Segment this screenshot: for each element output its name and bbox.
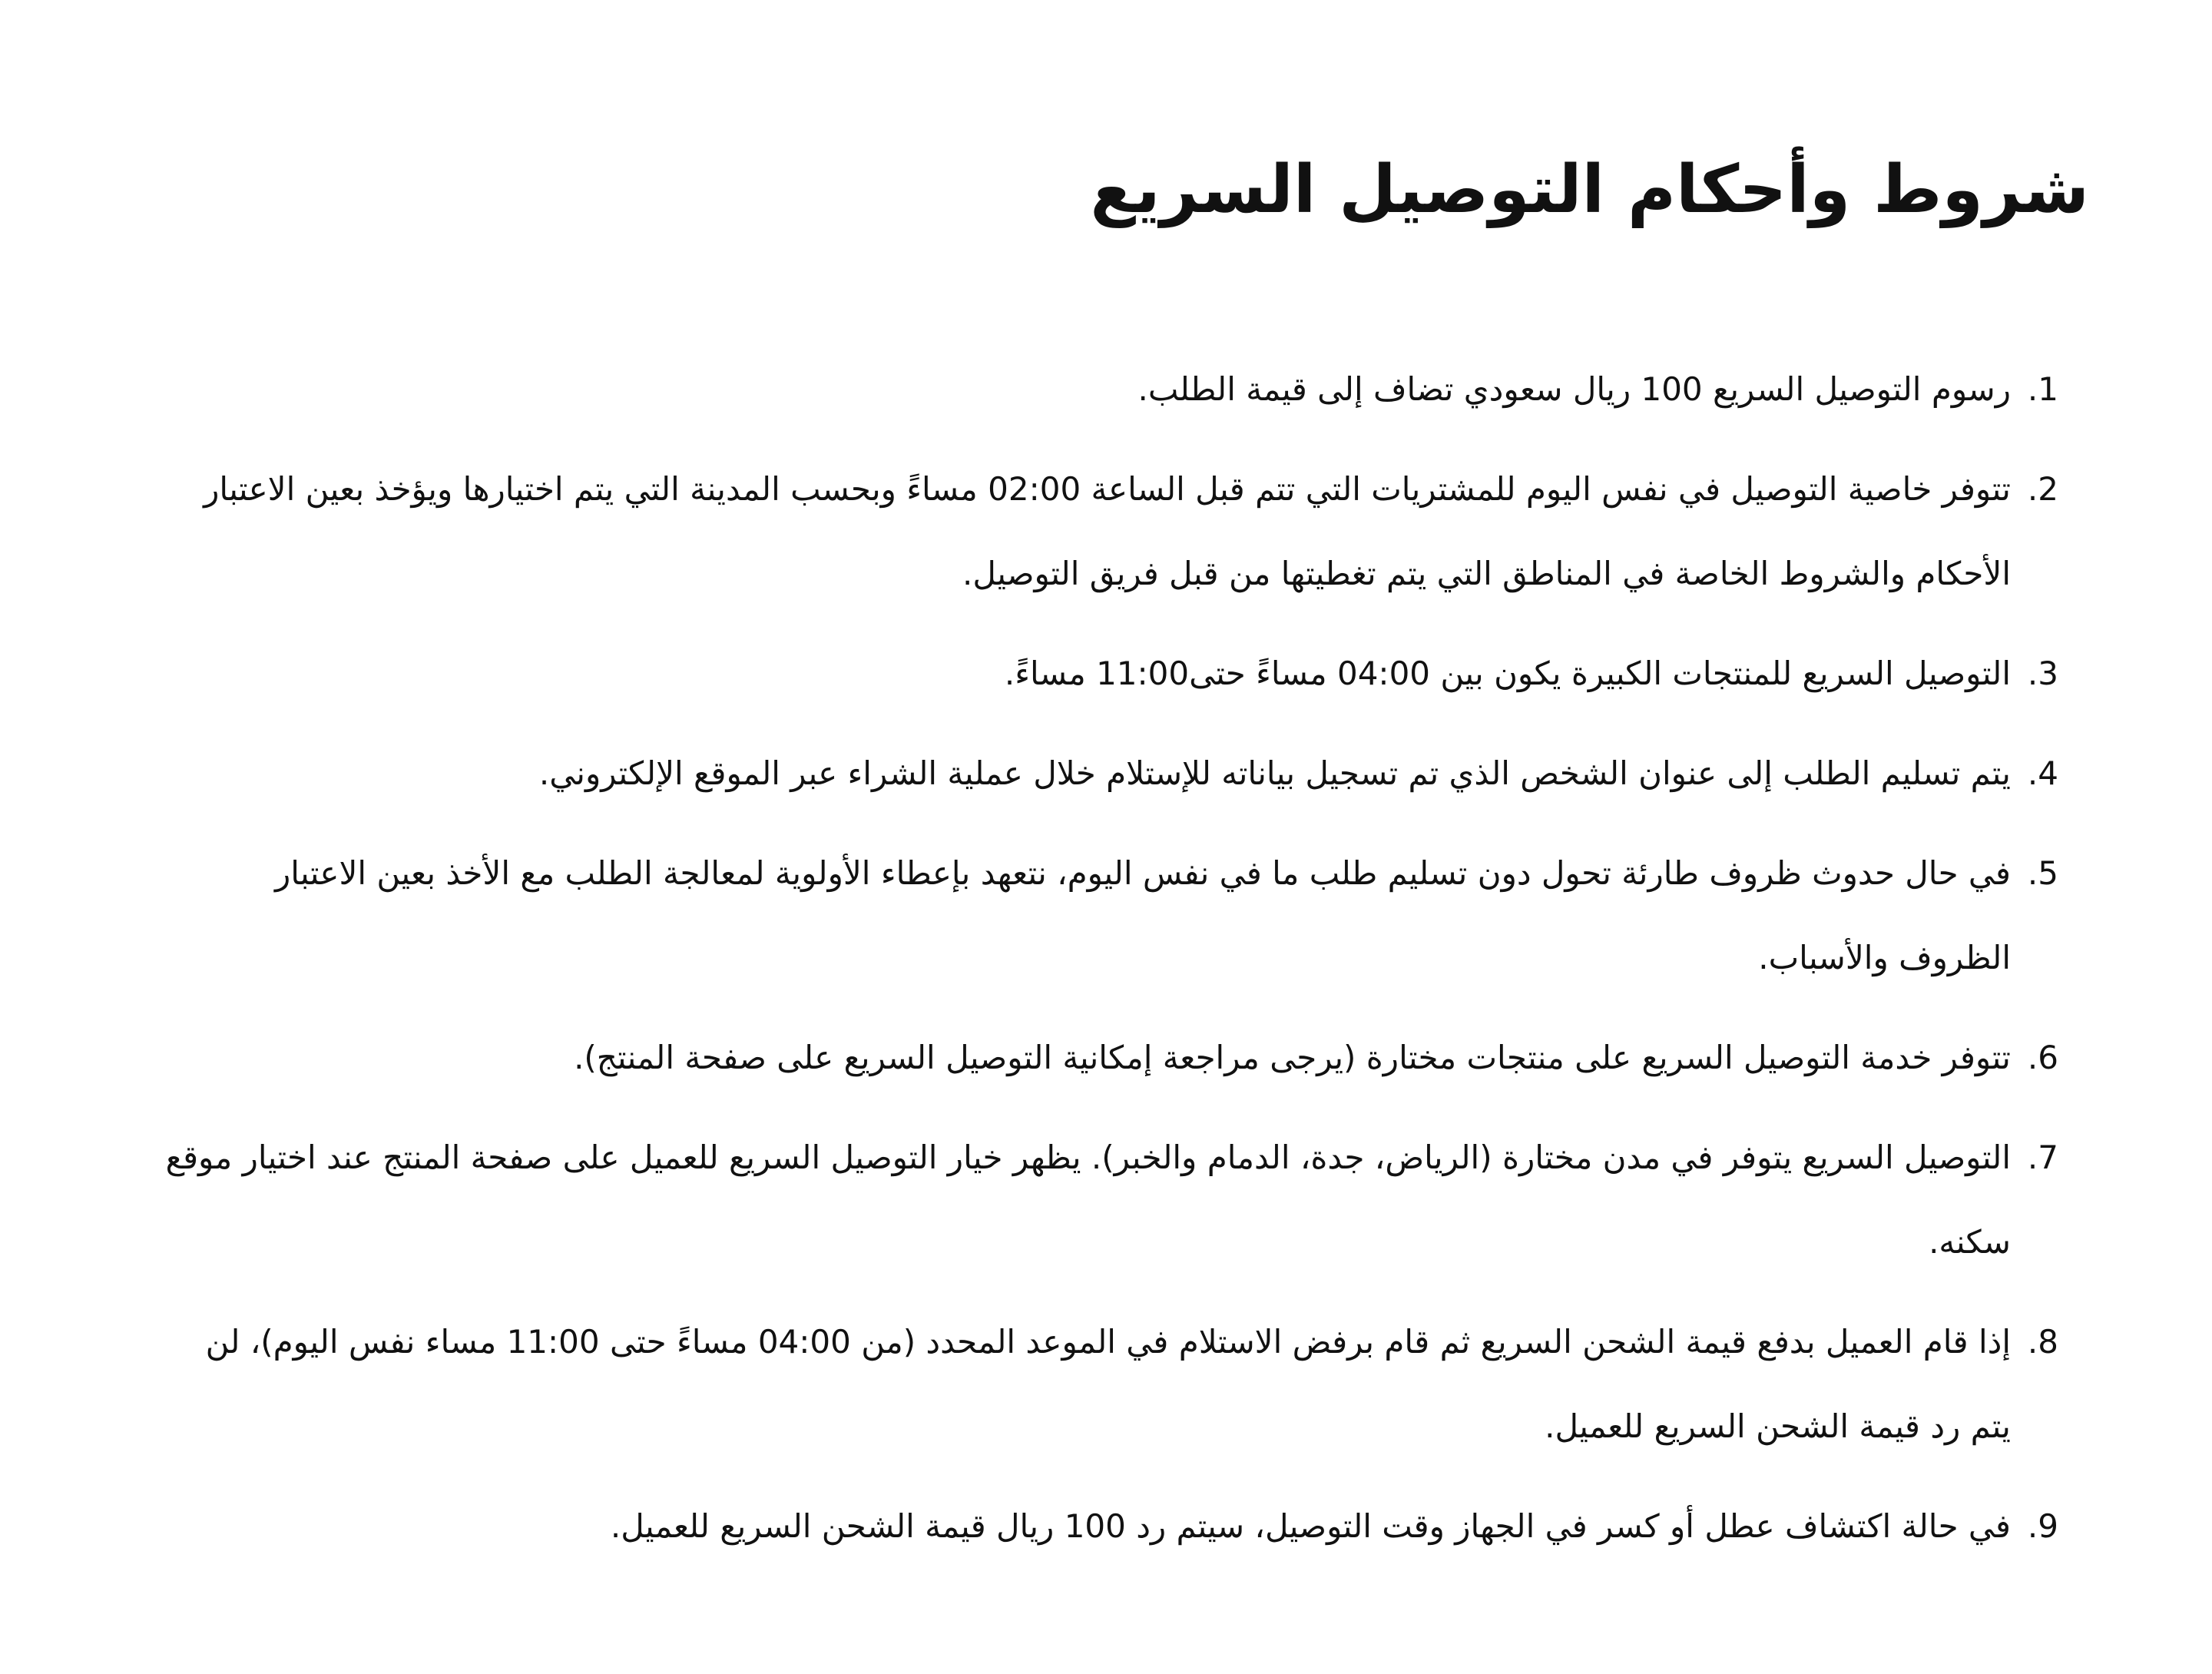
item-text: التوصيل السريع يتوفر في مدن مختارة (الرياض، جدة، الدمام والخبر). يظهر خيار التوصيل السريع للعميل على صفحة المنتج عند اختيار موقع سكنه. bbox=[165, 1139, 2011, 1261]
list-item bbox=[161, 1300, 2058, 1469]
item-text: رسوم التوصيل السريع 100 ريال سعودي تضاف إلى قيمة الطلب. bbox=[1137, 370, 2011, 408]
item-number: 4. bbox=[2027, 754, 2058, 792]
list-item bbox=[161, 731, 2058, 816]
list-item bbox=[161, 1016, 2058, 1100]
item-number: 2. bbox=[2027, 470, 2058, 508]
item-number: 7. bbox=[2027, 1139, 2058, 1176]
list-item bbox=[161, 347, 2058, 432]
item-text: في حالة اكتشاف عطل أو كسر في الجهاز وقت التوصيل، سيتم رد 100 ريال قيمة الشحن السريع للعميل. bbox=[610, 1507, 2011, 1545]
list-item bbox=[161, 1484, 2058, 1569]
item-text: تتوفر خاصية التوصيل في نفس اليوم للمشتريات التي تتم قبل الساعة 02:00 مساءً وبحسب المدينة التي يتم اختيارها ويؤخذ بعين الاعتبار الأحكام والشروط الخاصة في المناطق التي يتم تغطيتها من قبل فريق التوصيل. bbox=[204, 470, 2011, 592]
item-text: إذا قام العميل بدفع قيمة الشحن السريع ثم قام برفض الاستلام في الموعد المحدد (من 04:00 مساءً حتى 11:00 مساء نفس اليوم)، لن يتم رد قيمة الشحن السريع للعميل. bbox=[205, 1323, 2011, 1445]
document-title: شروط وأحكام التوصيل السريع bbox=[1090, 151, 2089, 228]
item-number: 5. bbox=[2027, 854, 2058, 892]
item-text: يتم تسليم الطلب إلى عنوان الشخص الذي تم تسجيل بياناته للإستلام خلال عملية الشراء عبر الموقع الإلكتروني. bbox=[538, 754, 2011, 792]
list-item bbox=[161, 447, 2058, 616]
list-item bbox=[161, 1115, 2058, 1285]
item-text: تتوفر خدمة التوصيل السريع على منتجات مختارة (يرجى مراجعة إمكانية التوصيل السريع على صفحة المنتج). bbox=[574, 1039, 2011, 1076]
item-number: 8. bbox=[2027, 1323, 2058, 1361]
item-number: 6. bbox=[2027, 1039, 2058, 1076]
item-number: 1. bbox=[2027, 370, 2058, 408]
list-item bbox=[161, 831, 2058, 1000]
item-number: 3. bbox=[2027, 655, 2058, 692]
item-number: 9. bbox=[2027, 1507, 2058, 1545]
item-text: التوصيل السريع للمنتجات الكبيرة يكون بين 04:00 مساءً حتى11:00 مساءً. bbox=[1004, 655, 2011, 692]
list-item bbox=[161, 631, 2058, 716]
terms-list bbox=[161, 347, 2058, 1584]
item-text: في حال حدوث ظروف طارئة تحول دون تسليم طلب ما في نفس اليوم، نتعهد بإعطاء الأولوية لمعالجة الطلب مع الأخذ بعين الاعتبار الظروف والأسباب. bbox=[274, 854, 2011, 976]
